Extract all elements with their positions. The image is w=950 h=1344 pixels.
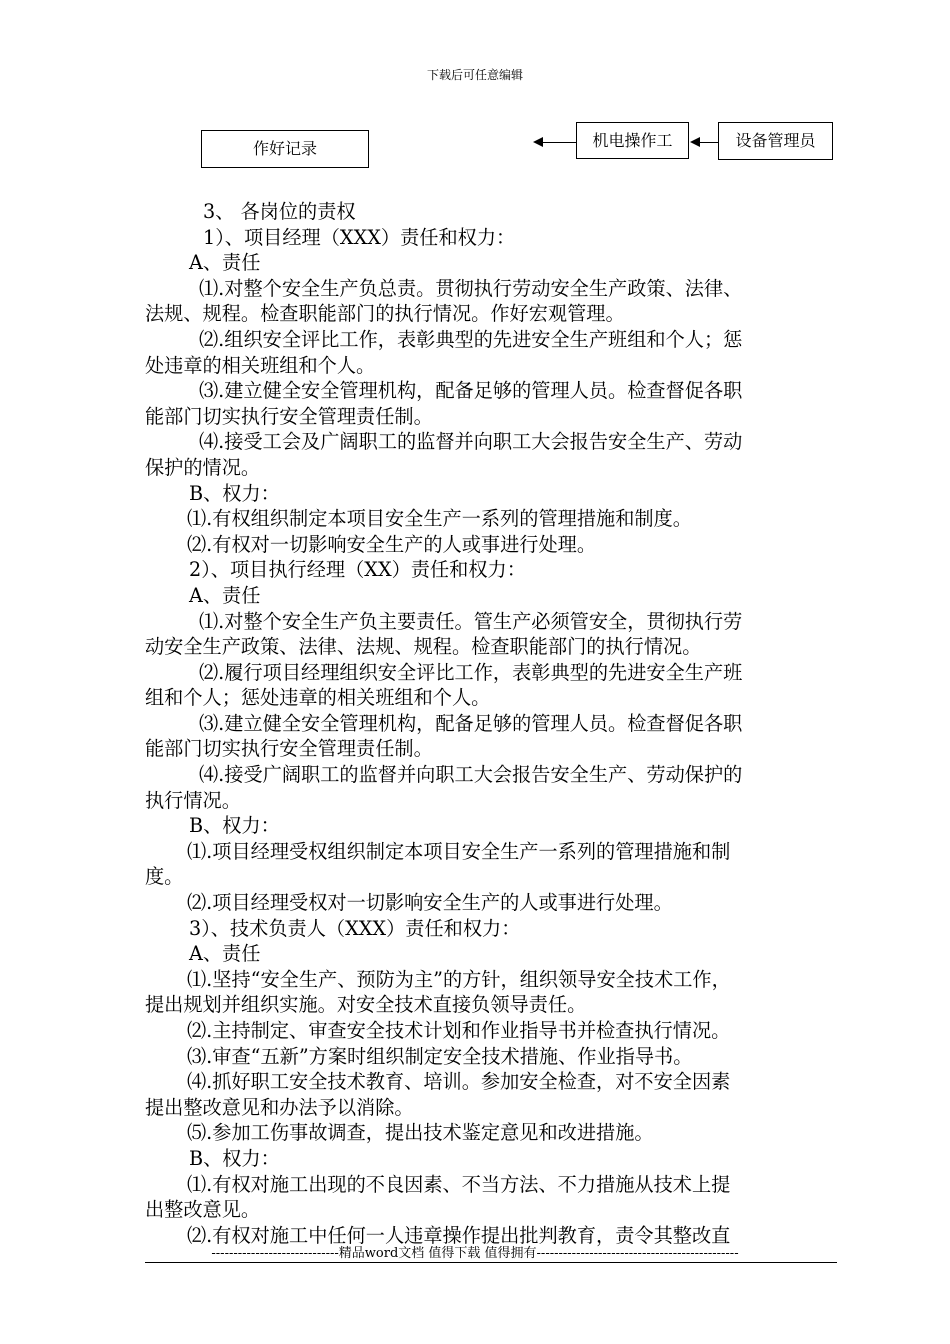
- operator-box: [576, 122, 689, 159]
- footer-rule: [145, 1262, 837, 1263]
- text-line: ⑵.有权对施工中任何一人违章操作提出批判教育，责令其整改直: [187, 1223, 731, 1247]
- text-line: 3、 各岗位的责权: [203, 200, 356, 223]
- text-line: ⑷.抓好职工安全技术教育、培训。参加安全检查，对不安全因素: [187, 1070, 731, 1094]
- text-line: 组和个人；惩处违章的相关班组和个人。: [145, 686, 491, 710]
- text-line: 出整改意见。: [145, 1198, 261, 1222]
- text-line: 提出规划并组织实施。对安全技术直接负领导责任。: [145, 993, 587, 1017]
- document-body: [145, 199, 845, 1248]
- text-line: B、权力：: [189, 814, 280, 838]
- text-line: ⑷.接受广阔职工的监督并向职工大会报告安全生产、劳动保护的: [199, 763, 743, 787]
- text-line: ⑷.接受工会及广阔职工的监督并向职工大会报告安全生产、劳动: [199, 430, 743, 454]
- text-line: ⑶.审查“五新”方案时组织制定安全技术措施、作业指导书。: [187, 1044, 693, 1068]
- text-line: 3）、技术负责人（XXX）责任和权力：: [189, 916, 521, 940]
- text-line: 2）、项目执行经理（XX）责任和权力：: [189, 558, 526, 582]
- arrow-line-1: [540, 142, 576, 143]
- manager-box-label: 设备管理员: [735, 131, 816, 150]
- text-line: ⑴.对整个安全生产负总责。贯彻执行劳动安全生产政策、法律、: [199, 276, 743, 300]
- manager-box: [718, 122, 833, 160]
- text-line: 执行情况。: [145, 788, 241, 812]
- text-line: B、权力：: [189, 481, 280, 505]
- text-line: ⑴.有权组织制定本项目安全生产一系列的管理措施和制度。: [187, 507, 692, 531]
- footer-text: -----------------------------精品word文档 值得下载 值得拥有----------------------------------------------: [211, 1246, 739, 1261]
- text-line: ⑴.项目经理受权组织制定本项目安全生产一系列的管理措施和制: [187, 839, 731, 863]
- text-line: ⑴.有权对施工出现的不良因素、不当方法、不力措施从技术上提: [187, 1172, 731, 1196]
- text-line: 提出整改意见和办法予以消除。: [145, 1095, 414, 1119]
- header-note: 下载后可任意编辑: [426, 68, 523, 82]
- text-line: 能部门切实执行安全管理责任制。: [145, 737, 433, 761]
- arrow-line-2: [697, 142, 718, 143]
- text-line: ⑶.建立健全安全管理机构，配备足够的管理人员。检查督促各职: [199, 711, 743, 735]
- text-line: A、责任: [189, 942, 261, 966]
- text-line: A、责任: [189, 251, 261, 275]
- text-line: 能部门切实执行安全管理责任制。: [145, 404, 433, 428]
- text-line: ⑵.项目经理受权对一切影响安全生产的人或事进行处理。: [187, 891, 673, 915]
- text-line: ⑵.主持制定、审查安全技术计划和作业指导书并检查执行情况。: [187, 1019, 731, 1042]
- text-line: ⑵.有权对一切影响安全生产的人或事进行处理。: [187, 532, 597, 556]
- operator-box-label: 机电操作工: [592, 131, 673, 150]
- text-line: ⑵.组织安全评比工作，表彰典型的先进安全生产班组和个人；惩: [199, 327, 743, 351]
- text-line: ⑴.对整个安全生产负主要责任。管生产必须管安全，贯彻执行劳: [199, 609, 743, 633]
- text-line: 处违章的相关班组和个人。: [145, 353, 376, 377]
- text-line: 动安全生产政策、法律、法规、规程。检查职能部门的执行情况。: [145, 635, 702, 659]
- text-line: B、权力：: [189, 1146, 280, 1170]
- text-line: ⑸.参加工伤事故调查，提出技术鉴定意见和改进措施。: [187, 1121, 654, 1145]
- text-line: ⑵.履行项目经理组织安全评比工作，表彰典型的先进安全生产班: [199, 660, 743, 684]
- text-line: 1）、项目经理（XXX）责任和权力：: [203, 225, 516, 249]
- text-line: ⑴.坚持“安全生产、预防为主”的方针，组织领导安全技术工作，: [187, 967, 731, 991]
- text-line: 度。: [145, 865, 184, 889]
- text-line: ⑶.建立健全安全管理机构，配备足够的管理人员。检查督促各职: [199, 379, 743, 403]
- record-box-label: 作好记录: [252, 139, 317, 158]
- text-line: 保护的情况。: [145, 455, 261, 479]
- text-line: A、责任: [189, 583, 261, 607]
- record-box: [201, 130, 369, 168]
- text-line: 法规、规程。检查职能部门的执行情况。作好宏观管理。: [145, 302, 625, 326]
